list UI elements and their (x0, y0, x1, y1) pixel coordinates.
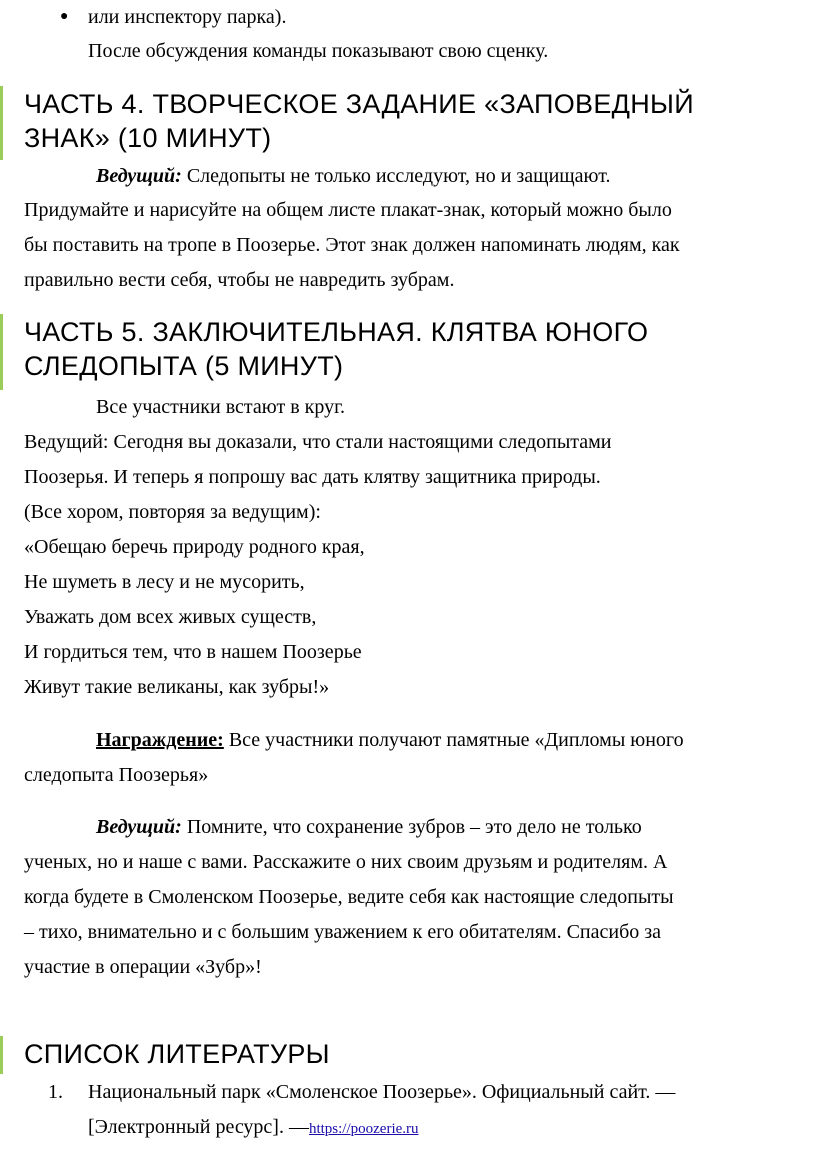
part4-line3: бы поставить на тропе в Поозерье. Этот знак должен напоминать людям, как (24, 234, 680, 256)
part5-line1: Все участники встают в круг. (96, 396, 346, 418)
bullet-text: или инспектору парка). (88, 6, 287, 28)
oath-line: Не шуметь в лесу и не мусорить, (24, 571, 305, 593)
part5-heading (24, 315, 804, 383)
reference-item (0, 1075, 816, 1145)
final-line4: – тихо, внимательно и с большим уважением к его обитателям. Спасибо за (24, 921, 662, 943)
reference-line1: Национальный парк «Смоленское Поозерье». Официальный сайт. — (88, 1081, 676, 1103)
heading-accent-bar (0, 86, 3, 160)
lead-label: Ведущий: (96, 816, 182, 838)
part4-line1 (96, 159, 610, 193)
discussion-line: После обсуждения команды показывают свою сценку. (88, 40, 549, 62)
oath-line: И гордиться тем, что в нашем Поозерье (24, 641, 362, 663)
part4-heading-line1: ЧАСТЬ 4. ТВОРЧЕСКОЕ ЗАДАНИЕ «ЗАПОВЕДНЫЙ (24, 89, 694, 119)
bullet-list-item (0, 0, 816, 34)
oath-line: Живут такие великаны, как зубры!» (24, 676, 330, 698)
final-line1 (96, 810, 642, 844)
oath-line: Уважать дом всех живых существ, (24, 606, 317, 628)
award-text: Все участники получают памятные «Дипломы юного (223, 729, 684, 751)
part4-heading (24, 87, 804, 155)
part5-line4: (Все хором, повторяя за ведущим): (24, 501, 321, 523)
part4-line4: правильно вести себя, чтобы не навредить зубрам. (24, 269, 455, 291)
final-line5: участие в операции «Зубр»! (24, 956, 262, 978)
part5-heading-line2: СЛЕДОПЫТА (5 МИНУТ) (24, 351, 344, 381)
heading-accent-bar (0, 1036, 3, 1074)
part4-line1-text: Следопыты не только исследуют, но и защищают. (181, 165, 611, 187)
reference-line2 (88, 1110, 419, 1146)
award-line1 (96, 723, 684, 757)
heading-accent-bar (0, 314, 3, 390)
reference-link[interactable]: https://poozerie.ru (308, 1121, 419, 1137)
references-heading: СПИСОК ЛИТЕРАТУРЫ (24, 1039, 330, 1069)
award-label: Награждение: (96, 729, 224, 751)
final-line3: когда будете в Смоленском Поозерье, ведите себя как настоящие следопыты (24, 886, 674, 908)
reference-number: 1. (48, 1081, 63, 1103)
part5-line2: Ведущий: Сегодня вы доказали, что стали настоящими следопытами (24, 431, 612, 453)
oath-line: «Обещаю беречь природу родного края, (24, 536, 365, 558)
part4-heading-line2: ЗНАК» (10 МИНУТ) (24, 123, 272, 153)
part5-line3: Поозерья. И теперь я попрошу вас дать клятву защитника природы. (24, 466, 601, 488)
award-line2: следопыта Поозерья» (24, 764, 209, 786)
reference-line2-text: [Электронный ресурс]. — (88, 1116, 309, 1138)
part4-line2: Придумайте и нарисуйте на общем листе плакат-знак, который можно было (24, 199, 672, 221)
bullet-icon: ● (60, 9, 69, 24)
final-line2: ученых, но и наше с вами. Расскажите о них своим друзьям и родителям. А (24, 851, 668, 873)
lead-label: Ведущий: (96, 165, 182, 187)
final-text: Помните, что сохранение зубров – это дело не только (181, 816, 642, 838)
part5-heading-line1: ЧАСТЬ 5. ЗАКЛЮЧИТЕЛЬНАЯ. КЛЯТВА ЮНОГО (24, 317, 649, 347)
